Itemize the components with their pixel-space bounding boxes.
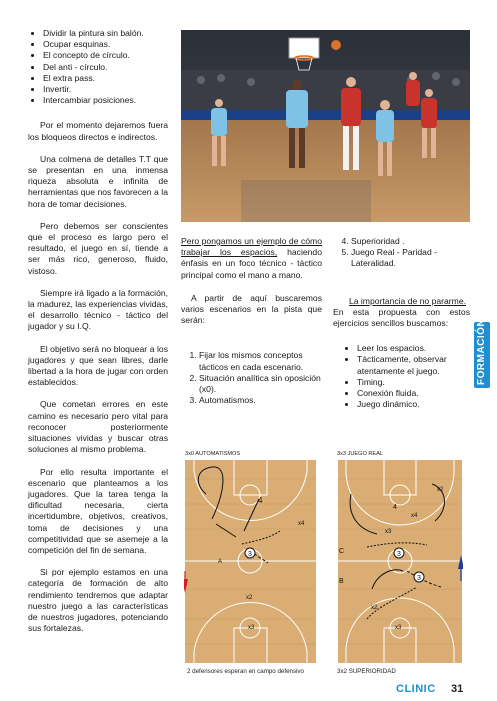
paragraph: Siempre irá ligado a la formación, la madurez, las experiencias vividas, el desarrollo técnico - táctico del jugador y su I.Q. [28, 287, 169, 332]
column-right [333, 236, 470, 410]
intro-underlined: Pero pongamos un ejemplo de cómo trabajar los espacios, [181, 236, 322, 258]
label-four: 4 [393, 504, 397, 511]
paragraph: En esta propuesta con estos ejercicios sencillos buscamos: [333, 306, 470, 329]
paragraph: A partir de aquí buscaremos varios escenarios en la pista que serán: [181, 292, 322, 326]
paragraph: Por ello resulta importante el escenario que planteamos a los jugadores. Que la tarea tenga la dificultad necesaria, cierta incertidumbre, objetivos, creativos, toma de decisiones y una competitividad que se asemeje a la competición del fin de semana. [28, 466, 168, 555]
paragraph: Si por ejemplo estamos en una categoría de formación de alto rendimiento tendremos que adaptar nuestro juego a las características de nuestros jugadores, potenciando sus fortalezas. [28, 567, 168, 634]
label-x4: x4 [298, 521, 305, 527]
list-item: • Leer los espacios. [357, 343, 470, 354]
label-three-circle: 3 [397, 551, 401, 558]
intro-rest: haciendo énfasis en un foco técnico - táctico principal como el mano a mano. [181, 247, 322, 280]
goals-list [333, 343, 470, 410]
label-four: 4 [258, 496, 263, 505]
label-x3-bottom: x3 [395, 625, 402, 631]
label-x3: x3 [385, 529, 392, 535]
paragraph: Que cometan errores en este camino es necesario pero vital para reconocer posteriormente situaciones vividas y buscar otras soluciones al mismo problema. [28, 399, 168, 455]
court-diagram-right [337, 459, 463, 664]
intro-paragraph [181, 236, 322, 281]
diagram-caption-left: 2 defensores esperan en campo defensivo [187, 668, 304, 675]
list-item: • Juego dinámico. [357, 399, 470, 410]
diagram-caption-right: 3x2 SUPERIORIDAD [337, 668, 396, 675]
list-item: • Conexión fluida. [357, 388, 470, 399]
label-x2: x2 [246, 595, 253, 601]
label-x2-bottom: x2 [371, 605, 378, 611]
list-item: 4. Superioridad . [351, 236, 470, 247]
label-x3: x3 [248, 625, 255, 631]
page-number: 31 [451, 683, 464, 695]
list-item: • Timing. [357, 377, 470, 388]
list-item: • Del anti - círculo. [43, 62, 168, 73]
list-item: • Ocupar esquinas. [43, 39, 168, 50]
label-x4: x4 [411, 513, 418, 519]
paragraph: El objetivo será no bloquear a los jugadores y que sean libres, darle libertad a la hora de jugar con orden establecidos. [28, 343, 168, 388]
diagram-title-right: 3x3 JUEGO REAL [337, 451, 384, 457]
list-item: • El extra pass. [43, 73, 168, 84]
list-item: • Intercambiar posiciones. [43, 95, 168, 106]
section-tab-label: FORMACIÓN [476, 318, 487, 385]
label-x2-top: x2 [437, 487, 444, 493]
list-item: 1. Fijar los mismos conceptos tácticos en cada escenario. [199, 350, 322, 372]
list-item: • Invertir. [43, 84, 168, 95]
column-middle [181, 236, 322, 406]
paragraph: Por el momento dejaremos fuera los bloqueos directos e indirectos. [28, 120, 168, 142]
label-three-circle-lower: 3 [417, 575, 421, 582]
paragraph: Pero debemos ser conscientes que el proceso es largo pero el resultado, el juego en sí, tiende a ser más rico, generoso, fluido, vistoso. [28, 220, 168, 276]
list-item: • El concepto de círculo. [43, 50, 168, 61]
game-photo [181, 30, 470, 222]
list-item: 2. Situación analítica sin oposición (x0). [199, 373, 322, 395]
section-heading: La importancia de no pararme. [348, 295, 466, 306]
label-C: C [339, 548, 345, 555]
paragraph: Una colmena de detalles T.T que se presentan en una inmensa riqueza absoluta e infinita de herramientas que nos favorecen a la hora de tomar decisiones. [28, 153, 168, 209]
list-item: • Tácticamente, observar atentamente el juego. [357, 354, 470, 376]
basketball-photo-illustration [181, 30, 470, 222]
list-item: 3. Automatismos. [199, 395, 322, 406]
list-item: 5. Juego Real - Paridad - Lateralidad. [351, 247, 470, 269]
clinic-logo: CLINIC [396, 683, 436, 695]
court-diagram-left [184, 459, 317, 664]
section-tab [474, 318, 490, 388]
label-B: B [339, 578, 344, 585]
concept-list [28, 28, 168, 106]
column-left [28, 28, 168, 645]
label-three-circle: 3 [248, 551, 252, 558]
scenario-list-continued [333, 236, 470, 270]
diagram-title-left: 3x0 AUTOMATISMOS [185, 451, 241, 457]
list-item: • Dividir la pintura sin balón. [43, 28, 168, 39]
label-A: A [218, 559, 223, 565]
scenario-list [181, 350, 322, 406]
